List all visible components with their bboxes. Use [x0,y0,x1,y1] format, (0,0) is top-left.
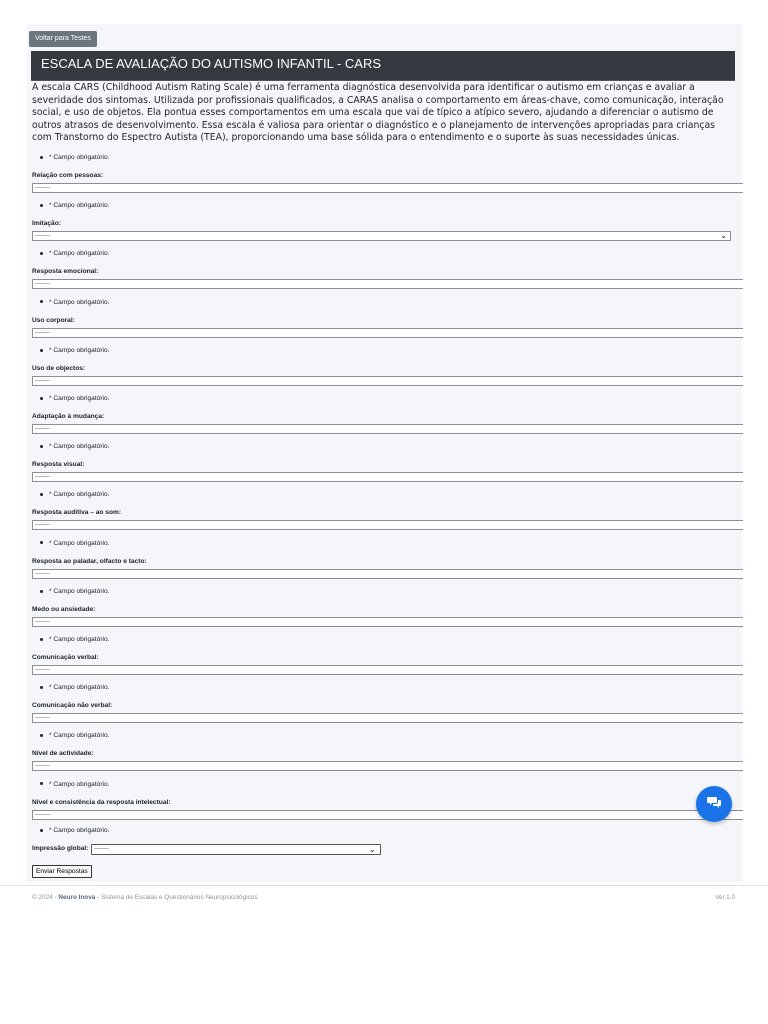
required-message: * Campo obrigatório. [40,683,109,693]
field-label: Medo ou ansiedade: [32,605,96,613]
field-select[interactable] [32,183,743,193]
field-label: Resposta auditiva – ao som: [32,509,122,517]
select-placeholder: --------- [35,811,50,818]
field-select[interactable] [32,231,731,241]
field-select[interactable] [32,569,743,579]
field-label: Comunicação não verbal: [32,702,113,710]
select-placeholder: --------- [94,846,109,852]
required-message: * Campo obrigatório. [40,587,109,597]
select-placeholder: --------- [35,570,50,577]
required-message: * Campo obrigatório. [40,153,109,163]
field-label: Resposta visual: [32,461,85,469]
select-placeholder: --------- [35,522,50,529]
footer-suffix: - Sistema de Escalas e Questionários Neuropsicológicos [95,894,258,901]
field-label: Resposta ao paladar, olfacto e tacto: [32,557,147,565]
required-message: * Campo obrigatório. [40,346,109,356]
select-placeholder: --------- [35,377,50,384]
required-message: * Campo obrigatório. [40,635,109,645]
global-impression-label: Impressão global: [32,845,89,852]
submit-button[interactable]: Enviar Respostas [32,865,92,878]
field-select[interactable] [32,376,743,386]
required-message: * Campo obrigatório. [40,539,109,549]
select-placeholder: --------- [35,281,50,288]
select-placeholder: --------- [35,474,50,481]
page-title: ESCALA DE AVALIAÇÃO DO AUTISMO INFANTIL - CARS [31,51,735,81]
field-select[interactable] [32,328,743,338]
select-placeholder: --------- [35,618,50,625]
select-placeholder: --------- [35,715,50,722]
field-label: Nível e consistência da resposta intelectual: [32,798,171,806]
select-placeholder: --------- [35,667,50,673]
required-message: * Campo obrigatório. [40,201,109,211]
field-label: Uso corporal: [32,316,75,324]
required-message: * Campo obrigatório. [40,826,109,836]
chat-icon [707,795,721,813]
field-select[interactable] [32,472,743,482]
field-select[interactable] [32,617,743,627]
field-label: Uso de objectos: [32,364,86,372]
field-select[interactable] [32,279,743,289]
select-placeholder: --------- [35,233,50,240]
field-select[interactable] [32,810,743,820]
required-message: * Campo obrigatório. [40,249,109,259]
required-message: * Campo obrigatório. [40,298,109,308]
field-label: Relação com pessoas: [32,172,104,179]
field-select[interactable] [32,713,743,723]
chat-button[interactable] [696,786,732,822]
chevron-down-icon: ⌄ [720,231,727,241]
select-placeholder: --------- [35,426,50,432]
chevron-down-icon: ⌄ [368,844,376,854]
select-placeholder: --------- [35,185,50,191]
field-label: Imitação: [32,220,61,228]
field-label: Adaptação à mudança: [32,413,105,420]
footer-brand-link[interactable]: Neuro Inova [58,894,96,901]
global-impression-select[interactable] [91,844,381,855]
footer-copyright [32,886,258,910]
required-message: * Campo obrigatório. [40,442,109,452]
field-select[interactable] [32,665,743,675]
field-label: Nível de actividade: [32,750,94,758]
field-select[interactable] [32,520,743,530]
intro-text: A escala CARS (Childhood Autism Rating Scale) é uma ferramenta diagnóstica desenvolvida para identificar o autismo em crianças e avaliar a severidade dos sintomas. Utilizada por profissionais qualificados, a CARAS analisa o comportamento em áreas-chave, como comunicação, interação social, e uso de objetos. Ela pontua esses comportamentos em uma escala que vai de típico a atípico severo, ajudando a diferenciar o autismo de outros atrasos de desenvolvimento. Essa escala é valiosa para orientar o diagnóstico e o planejamento de intervenções apropriadas para crianças com Transtorno do Espectro Autista (TEA), proporcionando uma base sólida para o entendimento e o suporte às suas necessidades únicas. [32,82,724,143]
main-panel [27,24,742,882]
required-message: * Campo obrigatório. [40,490,109,500]
footer-prefix: © 2024 - [32,894,59,901]
select-placeholder: --------- [35,329,50,336]
back-to-tests-button[interactable]: Voltar para Testes [29,31,97,47]
select-placeholder: --------- [35,763,50,770]
field-label: Resposta emocional: [32,268,99,276]
footer [0,885,768,910]
footer-version: Ver.1.0 [715,894,735,901]
field-label: Comunicação verbal: [32,654,99,661]
field-select[interactable] [32,424,743,434]
required-message: * Campo obrigatório. [40,780,109,790]
required-message: * Campo obrigatório. [40,731,109,741]
field-select[interactable] [32,761,743,771]
required-message: * Campo obrigatório. [40,394,109,404]
